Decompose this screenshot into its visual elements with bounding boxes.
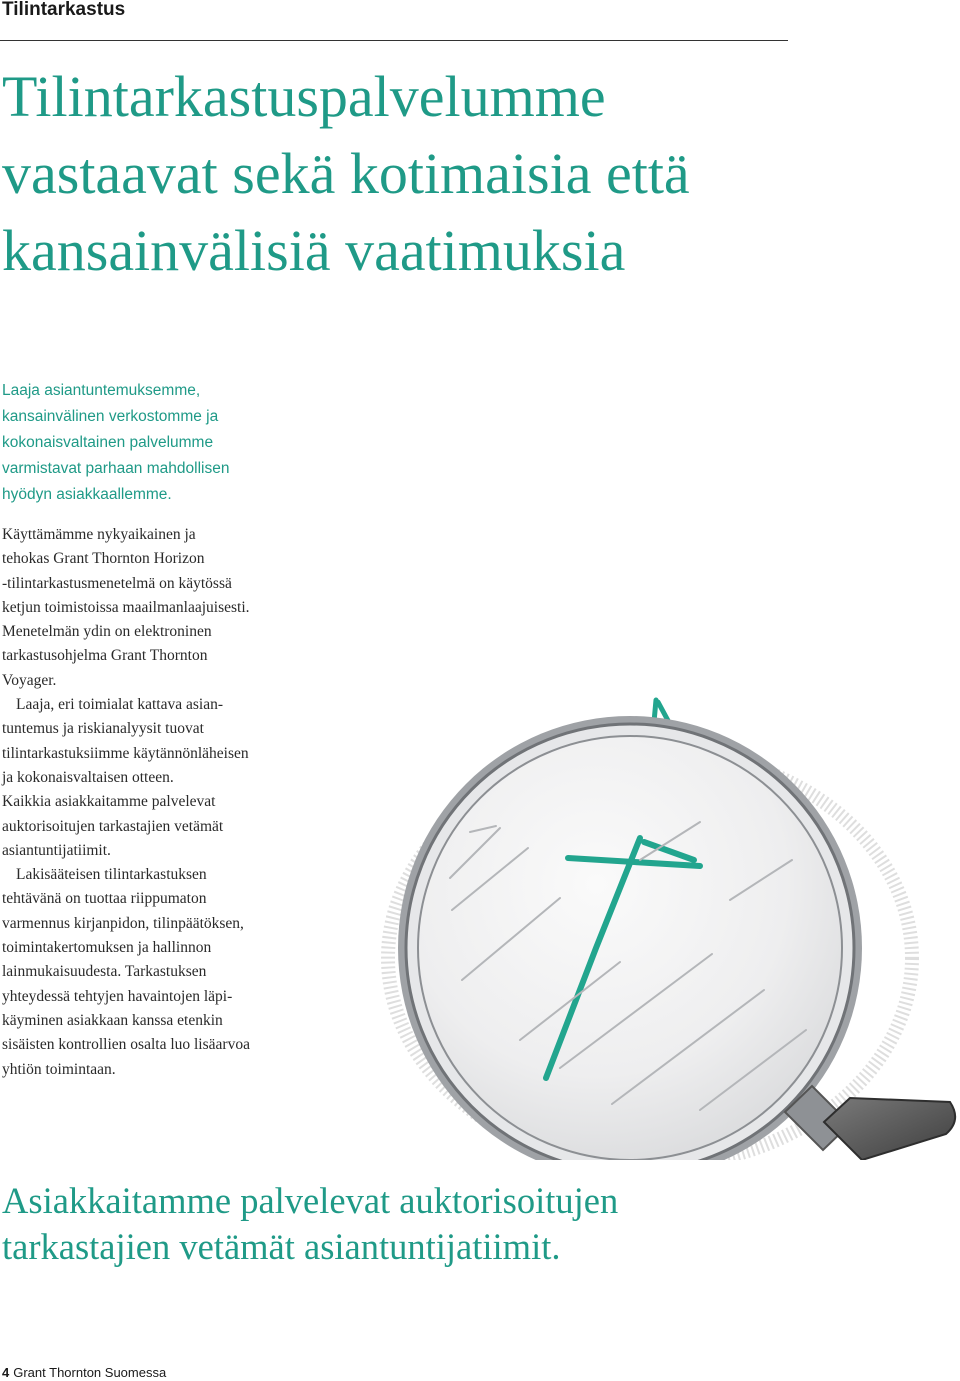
- body-line: ketjun toimistoissa maailmanlaajuisesti.: [2, 598, 250, 616]
- body-line: ja kokonaisvaltaisen otteen.: [2, 768, 174, 786]
- page-headline: [2, 58, 822, 289]
- body-line: Kaikkia asiakkaitamme palvelevat: [2, 793, 216, 811]
- body-line: asiantuntijatiimit.: [2, 841, 111, 859]
- body-line: tilintarkastuksiimme käytännönläheisen: [2, 744, 249, 762]
- lead-line: varmistavat parhaan mahdollisen: [2, 460, 230, 477]
- section-label: Tilintarkastus: [2, 0, 126, 20]
- body-line: tuntemus ja riskianalyysit tuovat: [2, 720, 204, 738]
- body-line: yhteydessä tehtyjen havaintojen läpi-: [2, 987, 233, 1005]
- body-text: [2, 523, 332, 1082]
- magnifying-glass-letter-a-icon: [375, 690, 960, 1160]
- body-line: käyminen asiakkaan kanssa etenkin: [2, 1011, 223, 1029]
- headline-line: Tilintarkastuspalvelumme: [2, 64, 606, 129]
- body-line: varmennus kirjanpidon, tilinpäätöksen,: [2, 914, 244, 932]
- body-line: auktorisoitujen tarkastajien vetämät: [2, 817, 224, 835]
- lead-line: kokonaisvaltainen palvelumme: [2, 434, 214, 451]
- body-line: Laaja, eri toimialat kattava asian-: [16, 696, 223, 714]
- publication-title: Grant Thornton Suomessa: [13, 1365, 167, 1380]
- body-line: yhtiön toimintaan.: [2, 1060, 116, 1078]
- body-line: tehokas Grant Thornton Horizon: [2, 550, 205, 568]
- body-line: -tilintarkastusmenetelmä on käytössä: [2, 574, 232, 592]
- body-line: toimintakertomuksen ja hallinnon: [2, 939, 212, 957]
- lead-paragraph: [2, 378, 302, 508]
- top-divider: [0, 40, 788, 41]
- body-line: Lakisääteisen tilintarkastuksen: [16, 866, 207, 884]
- pull-quote: [2, 1178, 902, 1270]
- body-line: tarkastusohjelma Grant Thornton: [2, 647, 208, 665]
- body-line: Käyttämämme nykyaikainen ja: [2, 526, 196, 543]
- body-line: Voyager.: [2, 671, 57, 689]
- lead-line: Laaja asiantuntemuksemme,: [2, 382, 201, 399]
- headline-line: vastaavat sekä kotimaisia että: [2, 141, 690, 206]
- pull-quote-line: tarkastajien vetämät asiantuntijatiimit.: [2, 1226, 561, 1267]
- body-line: Menetelmän ydin on elektroninen: [2, 623, 212, 641]
- body-line: tehtävänä on tuottaa riippumaton: [2, 890, 207, 908]
- headline-line: kansainvälisiä vaatimuksia: [2, 218, 626, 283]
- pull-quote-line: Asiakkaitamme palvelevat auktorisoitujen: [2, 1180, 619, 1221]
- page-number: 4: [2, 1365, 10, 1380]
- lead-line: kansainvälinen verkostomme ja: [2, 408, 219, 425]
- lead-line: hyödyn asiakkaallemme.: [2, 486, 172, 503]
- body-line: sisäisten kontrollien osalta luo lisäarvoa: [2, 1036, 250, 1054]
- page-footer: [2, 1365, 166, 1380]
- body-line: lainmukaisuudesta. Tarkastuksen: [2, 963, 207, 981]
